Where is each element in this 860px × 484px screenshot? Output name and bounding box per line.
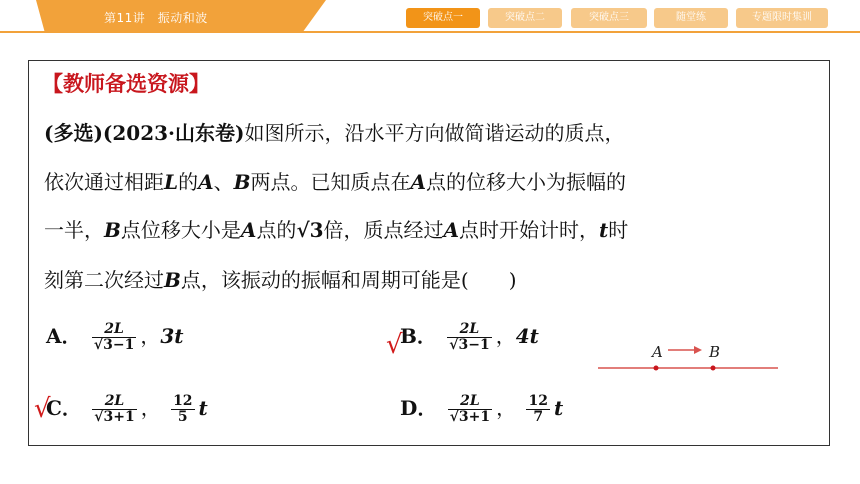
separator: ， (496, 396, 517, 420)
frac-num: 12 (528, 392, 548, 409)
option-letter: D． (400, 396, 438, 420)
frac-den: 5 (177, 409, 188, 425)
option-d[interactable] (400, 392, 563, 425)
text-run: 的 (178, 170, 199, 194)
period: 3t (160, 324, 184, 348)
frac-num: 2L (448, 394, 492, 410)
sqrt-3: √3 (296, 218, 324, 242)
text-run: 刻第二次经过 (44, 268, 164, 292)
frac-den: √3−1 (93, 337, 135, 353)
option-b[interactable] (400, 320, 539, 353)
option-a[interactable] (46, 320, 183, 353)
question-source: (多选)(2023·山东卷) (44, 121, 245, 145)
arrow-head (694, 346, 702, 354)
amplitude-fraction (448, 394, 492, 426)
resource-title: 【教师备选资源】 (42, 72, 210, 96)
option-letter: B． (400, 324, 437, 348)
lesson-title: 第11讲 振动和波 (104, 11, 208, 25)
tab-breakthrough-2[interactable]: 突破点二 (488, 8, 562, 28)
header-underline (0, 31, 860, 33)
period-var: t (553, 396, 564, 420)
answer-check-c: √ (34, 394, 51, 424)
frac-den: √3+1 (449, 409, 491, 425)
period-fraction (171, 394, 194, 426)
question-line-1 (44, 117, 624, 146)
frac-den: 7 (533, 409, 544, 425)
var-L: L (164, 170, 179, 194)
tab-breakthrough-1[interactable]: 突破点一 (406, 8, 480, 28)
option-letter: C． (46, 396, 82, 420)
text-run: 点的 (256, 218, 297, 242)
question-line-3 (44, 214, 628, 243)
text-run: 、 (213, 170, 234, 194)
question-text: 如图所示，沿水平方向做简谐运动的质点， (244, 121, 625, 145)
frac-den: √3+1 (94, 409, 135, 425)
text-run: 两点。已知质点在 (250, 170, 411, 194)
var-A: A (198, 170, 214, 194)
amplitude-fraction (447, 322, 491, 354)
frac-num: 2L (92, 322, 136, 338)
var-B: B (104, 218, 121, 242)
var-B: B (164, 268, 181, 292)
label-a: A (652, 343, 663, 361)
ab-figure (596, 340, 782, 380)
frac-num: 2L (447, 322, 491, 338)
var-t: t (599, 218, 609, 242)
frac-num: 12 (173, 392, 193, 409)
frac-den: √3−1 (449, 337, 490, 353)
tab-breakthrough-3[interactable]: 突破点三 (571, 8, 647, 28)
question-line-2 (44, 166, 626, 195)
text-run: 点的位移大小为振幅的 (426, 170, 627, 194)
amplitude-fraction (92, 394, 136, 426)
period-fraction (526, 394, 549, 426)
text-run: 一半， (44, 218, 104, 242)
text-run: 点时开始计时， (459, 218, 600, 242)
separator: ， (495, 324, 516, 348)
frac-num: 2L (92, 394, 136, 410)
text-run: 点位移大小是 (120, 218, 241, 242)
tab-in-class-practice[interactable]: 随堂练 (654, 8, 728, 28)
amplitude-fraction (92, 322, 136, 354)
option-letter: A． (46, 324, 82, 348)
var-A: A (240, 218, 257, 242)
text-run: 倍，质点经过 (323, 218, 444, 242)
option-c[interactable] (46, 392, 208, 425)
separator: ， (140, 396, 161, 420)
question-line-4 (44, 264, 517, 293)
point-b (711, 366, 716, 371)
period-var: t (198, 396, 208, 420)
tab-timed-exercise[interactable]: 专题限时集训 (736, 8, 828, 28)
var-B: B (233, 170, 251, 194)
text-run: 点，该振动的振幅和周期可能是( ) (180, 268, 517, 292)
text-run: 时 (608, 218, 629, 242)
var-A: A (443, 218, 460, 242)
separator: ， (140, 324, 161, 348)
text-run: 依次通过相距 (44, 170, 164, 194)
label-b: B (709, 343, 721, 361)
point-a (654, 366, 659, 371)
answer-check-b: √ (386, 330, 403, 360)
var-A: A (410, 170, 427, 194)
period: 4t (515, 324, 539, 348)
